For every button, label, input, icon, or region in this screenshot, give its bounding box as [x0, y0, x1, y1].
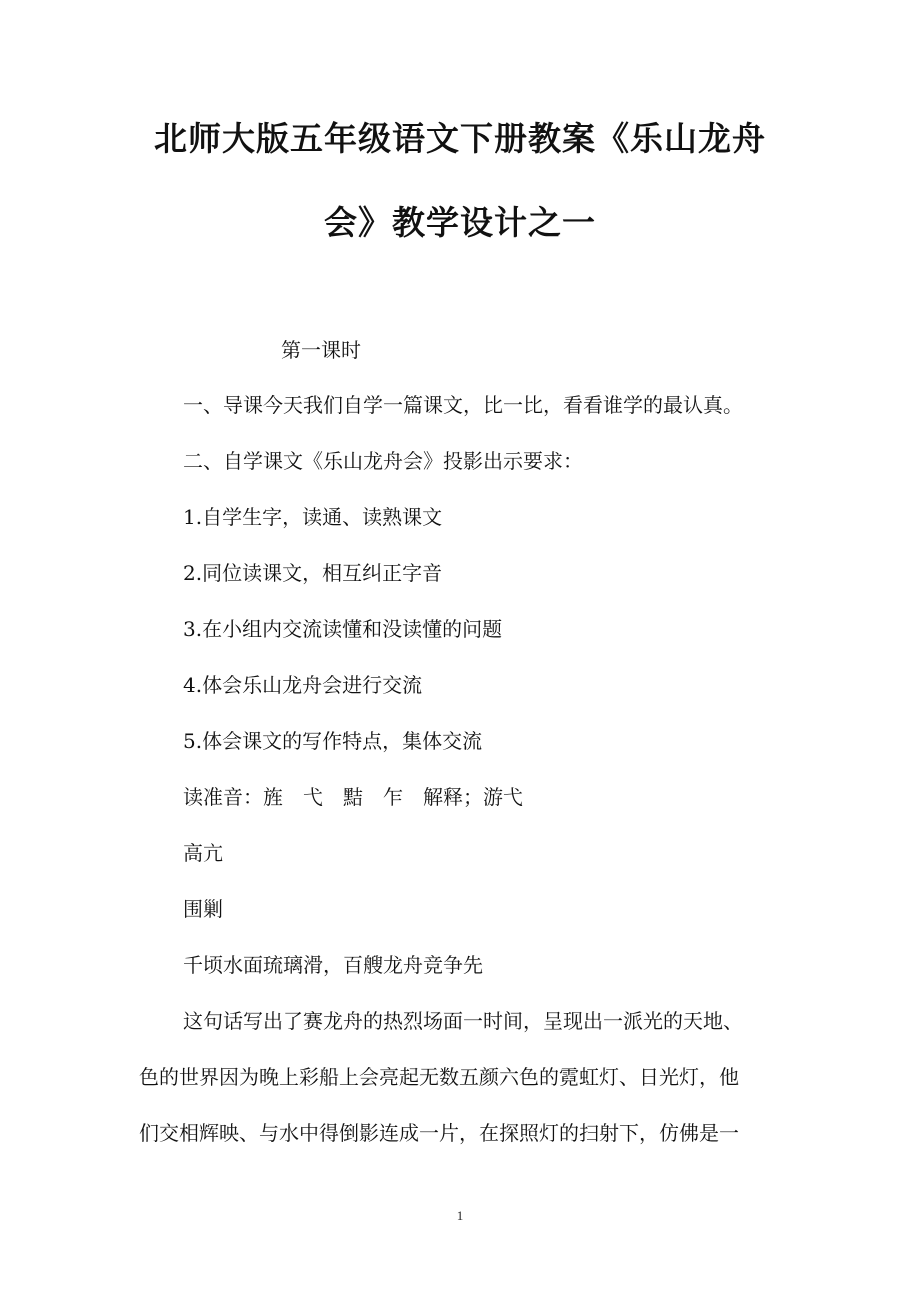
body-text-line-2: 色的世界因为晚上彩船上会亮起无数五颜六色的霓虹灯、日光灯，他: [139, 1065, 739, 1089]
paragraph-self-study: 二、自学课文《乐山龙舟会》投影出示要求：: [183, 449, 583, 473]
body-text-line-3: 们交相辉映、与水中得倒影连成一片，在探照灯的扫射下，仿佛是一: [139, 1121, 739, 1145]
pronunciation-line: 读准音：旌 弋 黠 乍 解释；游弋: [183, 785, 523, 809]
page-number: 1: [456, 1208, 464, 1223]
document-title-line-2: 会》教学设计之一: [324, 203, 596, 242]
paragraph-intro: 一、导课今天我们自学一篇课文，比一比，看看谁学的最认真。: [183, 393, 743, 417]
lesson-heading: 第一课时: [281, 338, 361, 362]
requirement-item-5: 5.体会课文的写作特点，集体交流: [183, 729, 483, 753]
document-title-line-1: 北师大版五年级语文下册教案《乐山龙舟: [154, 119, 766, 158]
quote-line: 千顷水面琉璃滑，百艘龙舟竞争先: [183, 953, 483, 977]
requirement-item-4: 4.体会乐山龙舟会进行交流: [183, 673, 423, 697]
requirement-item-3: 3.在小组内交流读懂和没读懂的问题: [183, 617, 503, 641]
requirement-item-2: 2.同位读课文，相互纠正字音: [183, 561, 443, 585]
requirement-item-1: 1.自学生字，读通、读熟课文: [183, 505, 443, 529]
vocab-word-2: 围剿: [183, 897, 223, 921]
vocab-word-1: 高亢: [183, 841, 223, 865]
body-text-line-1: 这句话写出了赛龙舟的热烈场面一时间，呈现出一派光的天地、: [183, 1009, 743, 1033]
